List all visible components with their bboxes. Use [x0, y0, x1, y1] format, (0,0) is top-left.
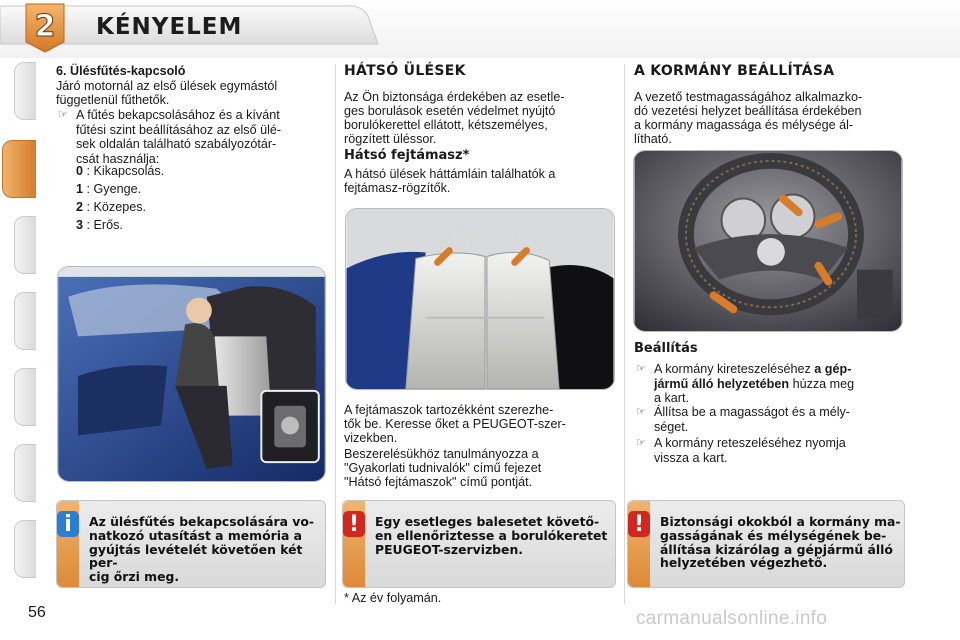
steering-heading: A KORMÁNY BEÁLLÍTÁSA: [634, 63, 835, 79]
col3-intro-line: dó vezetési helyzet beállítása érdekében: [634, 104, 862, 118]
level-row: 0 : Kikapcsolás.: [76, 164, 165, 178]
col2-sub-line: fejtámasz-rögzítők.: [344, 181, 451, 195]
bullet-item: ☞ Állítsa be a magasságot és a mély- séget.: [636, 405, 850, 434]
bullet-item: ☞ A kormány kireteszeléséhez a gép- jármű álló helyzetében húzza meg a kart.: [636, 362, 855, 406]
side-tab[interactable]: [14, 368, 36, 426]
side-tabs: [0, 56, 40, 586]
adjustment-subheading: Beállítás: [634, 341, 698, 356]
col2-sub-line: A hátsó ülések háttámláin találhatók a: [344, 167, 556, 181]
col2-intro-line: rögzített üléssor.: [344, 132, 437, 146]
page-number: 56: [28, 604, 46, 621]
level-row: 3 : Erős.: [76, 218, 123, 232]
column-divider: [624, 64, 625, 604]
notice-text: Biztonsági okokból a kormány ma- gasságának és mélységének be- állítása kizárólag a gépjármű álló helyzetében végezhető.: [660, 514, 901, 571]
seat-heating-photo: [57, 266, 326, 482]
chapter-number: 2: [34, 9, 56, 44]
col2-para-line: "Gyakorlati tudnivalók" című fejezet: [344, 461, 542, 475]
col2-para-line: Beszerelésükhöz tanulmányozza a: [344, 447, 539, 461]
col2-para-line: A fejtámaszok tartozékként szerezhe-: [344, 403, 554, 417]
col2-intro-line: Az Ön biztonsága érdekében az esetle-: [344, 90, 565, 104]
pointing-hand-icon: ☞: [58, 109, 68, 121]
col1-intro-line: függetlenül fűthetők.: [56, 93, 170, 107]
side-tab[interactable]: [14, 62, 36, 120]
bullet-item: ☞ A fűtés bekapcsolásához és a kívánt fűtési szint beállításához az első ülé- sek oldalán található szabályozótár- csát használja:: [58, 108, 282, 166]
notice-text: Az ülésfűtés bekapcsolására vo- natkozó utasítást a memória a gyújtás levételét követően két per- cig őrzi meg.: [89, 514, 315, 585]
col2-para-line: tők be. Keresse őket a PEUGEOT-szer-: [344, 417, 566, 431]
info-notice: [56, 500, 326, 588]
watermark: carmanualsonline.info: [636, 608, 828, 629]
item-heading: 6. Ülésfűtés-kapcsoló: [56, 64, 186, 78]
col2-para-line: "Hátsó fejtámaszok" című pontját.: [344, 475, 533, 489]
rear-seats-photo: [345, 208, 615, 390]
side-tab[interactable]: [14, 292, 36, 350]
col3-intro-line: A vezető testmagasságához alkalmazko-: [634, 90, 863, 104]
side-tab-active[interactable]: [2, 140, 36, 198]
pointing-hand-icon: ☞: [636, 437, 646, 449]
level-row: 2 : Közepes.: [76, 200, 147, 214]
warning-notice: [342, 500, 616, 588]
exclamation-icon: !: [628, 511, 650, 537]
column-divider: [335, 64, 336, 604]
chapter-badge: [22, 2, 68, 54]
col3-intro-line: lítható.: [634, 132, 672, 146]
footnote: * Az év folyamán.: [344, 591, 442, 605]
warning-notice: [627, 500, 905, 588]
col1-intro-line: Járó motornál az első ülések egymástól: [56, 79, 278, 93]
pointing-hand-icon: ☞: [636, 406, 646, 418]
steering-wheel-photo: [633, 150, 903, 332]
col2-intro-line: borulókerettel ellátott, kétszemélyes,: [344, 118, 548, 132]
headrest-subheading: Hátsó fejtámasz*: [344, 148, 470, 163]
side-tab[interactable]: [14, 444, 36, 502]
side-tab[interactable]: [14, 216, 36, 274]
col3-intro-line: a kormány magassága és mélysége ál-: [634, 118, 854, 132]
col2-intro-line: ges borulások esetén védelmet nyújtó: [344, 104, 556, 118]
bullet-item: ☞ A kormány reteszeléséhez nyomja vissza a kart.: [636, 436, 846, 465]
pointing-hand-icon: ☞: [636, 363, 646, 375]
col2-para-line: vizekben.: [344, 431, 398, 445]
page-title: KÉNYELEM: [96, 14, 243, 40]
rear-seats-heading: HÁTSÓ ÜLÉSEK: [344, 63, 466, 79]
notice-text: Egy esetleges balesetet követő- en ellenőriztesse a borulókeretet PEUGEOT-szervizben.: [375, 514, 608, 557]
info-icon: i: [57, 511, 79, 537]
side-tab[interactable]: [14, 520, 36, 578]
level-row: 1 : Gyenge.: [76, 182, 142, 196]
exclamation-icon: !: [343, 511, 365, 537]
